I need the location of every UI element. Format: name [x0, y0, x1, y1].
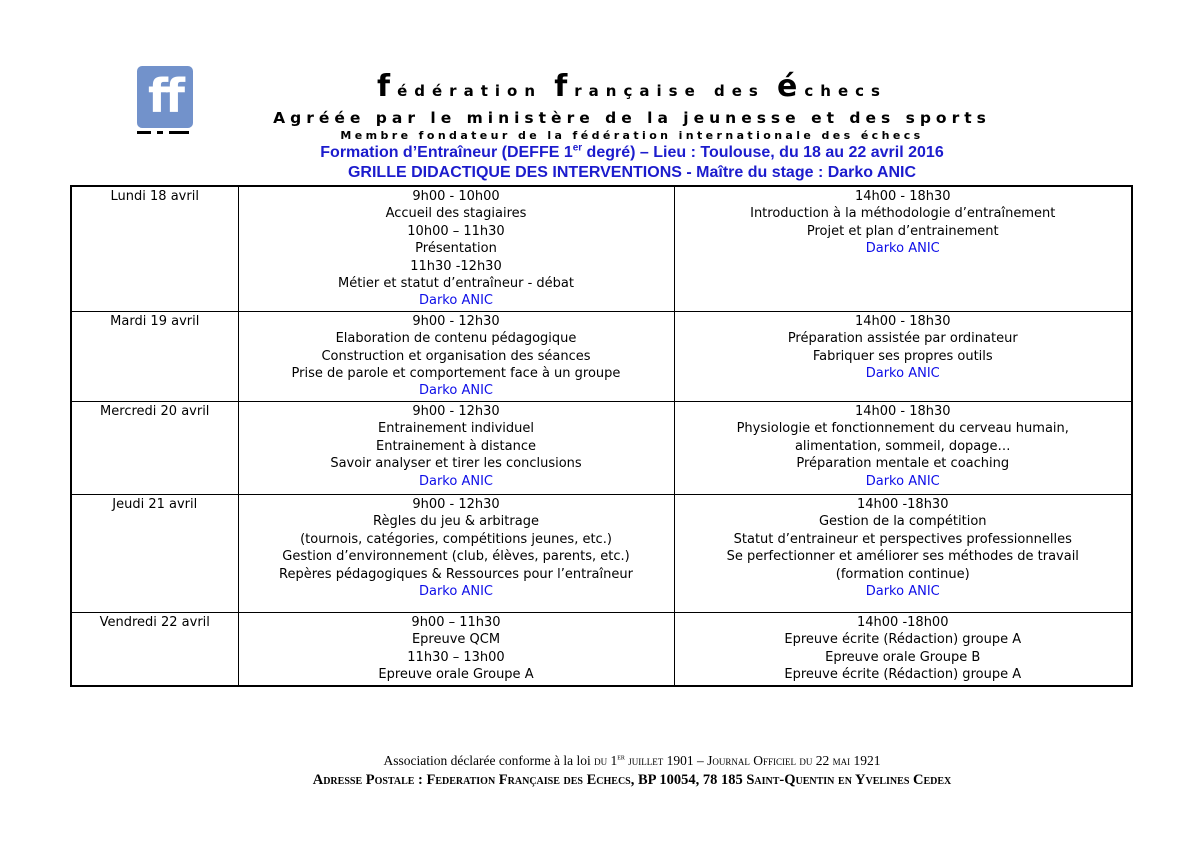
session-line: Entrainement individuel — [378, 421, 534, 437]
afternoon-session-cell — [674, 612, 1132, 686]
session-line: 9h00 - 10h00 — [412, 189, 500, 204]
text-segment: é — [777, 69, 805, 104]
instructor-name: Darko ANIC — [865, 583, 940, 599]
session-line: 9h00 - 12h30 — [412, 403, 500, 419]
morning-session-cell — [238, 401, 674, 494]
session-line: 11h30 -12h30 — [410, 258, 502, 274]
document-header — [64, 70, 1200, 182]
session-line: Projet et plan d’entrainement — [806, 223, 999, 239]
session-line: Repères pédagogiques & Ressources pour l’entraîneur — [279, 566, 633, 582]
text-segment: du 1 — [594, 753, 618, 768]
grid-title: GRILLE DIDACTIQUE DES INTERVENTIONS - Maître du stage : Darko ANIC — [347, 164, 917, 181]
session-line: 14h00 -18h00 — [857, 614, 949, 630]
session-line: Gestion d’environnement (club, élèves, parents, etc.) — [282, 549, 630, 565]
day-cell: Vendredi 22 avril — [71, 612, 238, 686]
session-line: Construction et organisation des séances — [321, 348, 591, 364]
formation-title — [64, 144, 1200, 162]
session-line: 14h00 - 18h30 — [854, 313, 951, 329]
text-segment: er — [617, 752, 625, 762]
session-line: Epreuve écrite (Rédaction) groupe A — [784, 632, 1022, 648]
schedule-table — [70, 185, 1133, 687]
afternoon-session-cell — [674, 186, 1132, 311]
ffe-logo-letters: ff — [147, 69, 183, 123]
afternoon-session-cell — [674, 494, 1132, 612]
session-line: 9h00 – 11h30 — [411, 614, 501, 630]
session-line: Elaboration de contenu pédagogique — [335, 331, 577, 347]
document-footer — [64, 751, 1200, 790]
morning-session-cell — [238, 494, 674, 612]
afternoon-session-cell — [674, 311, 1132, 401]
session-line: 11h30 – 13h00 — [407, 649, 505, 665]
morning-session-cell — [238, 612, 674, 686]
day-cell: Mercredi 20 avril — [71, 401, 238, 494]
session-line: 9h00 - 12h30 — [412, 496, 500, 512]
table-row — [71, 186, 1132, 311]
instructor-name: Darko ANIC — [418, 293, 493, 309]
session-line: Accueil des stagiaires — [385, 206, 527, 222]
session-line: Savoir analyser et tirer les conclusions — [330, 456, 582, 472]
text-segment: checs — [804, 82, 887, 100]
text-segment: er — [572, 142, 583, 154]
text-segment: juillet 1901 – Journal Officiel du 22 mai 1921 — [624, 753, 881, 768]
session-line: Règles du jeu & arbitrage — [373, 514, 539, 530]
day-cell: Mardi 19 avril — [71, 311, 238, 401]
session-line: Epreuve orale Groupe A — [378, 667, 534, 683]
day-cell: Jeudi 21 avril — [71, 494, 238, 612]
table-row — [71, 311, 1132, 401]
session-line: alimentation, sommeil, dopage… — [794, 438, 1011, 454]
session-line: Préparation assistée par ordinateur — [787, 331, 1018, 347]
text-segment: degré) – Lieu : Toulouse, du 18 au 22 avril 2016 — [582, 144, 944, 161]
instructor-name: Darko ANIC — [865, 241, 940, 257]
text-segment: rançaise des — [574, 82, 778, 100]
session-line: Préparation mentale et coaching — [796, 456, 1010, 472]
table-row — [71, 612, 1132, 686]
schedule-body — [71, 186, 1132, 686]
instructor-name: Darko ANIC — [418, 583, 493, 599]
accreditation-line: Agréée par le ministère de la jeunesse et des sports — [273, 109, 991, 127]
session-line: Introduction à la méthodologie d’entraînement — [750, 206, 1056, 222]
session-line: Prise de parole et comportement face à un groupe — [291, 366, 621, 382]
session-line: (formation continue) — [835, 566, 970, 582]
session-line: 14h00 - 18h30 — [854, 403, 951, 419]
footer-address-line: Adresse Postale : Federation Française des Echecs, BP 10054, 78 185 Saint-Quentin en Yvelines Cedex — [312, 772, 952, 788]
session-line: 14h00 -18h30 — [857, 496, 949, 512]
org-title — [64, 70, 1200, 108]
text-segment: f — [554, 69, 575, 104]
table-row — [71, 401, 1132, 494]
instructor-name: Darko ANIC — [865, 366, 940, 382]
instructor-name: Darko ANIC — [865, 473, 940, 489]
morning-session-cell — [238, 186, 674, 311]
session-line: Se perfectionner et améliorer ses méthodes de travail — [726, 549, 1079, 565]
text-segment: f — [377, 69, 398, 104]
session-line: (tournois, catégories, compétitions jeunes, etc.) — [300, 531, 612, 547]
session-line: 14h00 - 18h30 — [854, 189, 951, 204]
session-line: Gestion de la compétition — [818, 514, 987, 530]
session-line: Epreuve orale Groupe B — [825, 649, 981, 665]
session-line: Statut d’entraineur et perspectives professionnelles — [733, 531, 1072, 547]
text-segment: édération — [397, 82, 555, 100]
founder-line: Membre fondateur de la fédération internationale des échecs — [340, 129, 924, 142]
session-line: Présentation — [415, 241, 497, 257]
day-cell: Lundi 18 avril — [71, 186, 238, 311]
session-line: Métier et statut d’entraîneur - débat — [337, 276, 574, 292]
session-line: Physiologie et fonctionnement du cerveau humain, — [736, 421, 1069, 437]
table-row — [71, 494, 1132, 612]
text-segment: Association déclarée conforme à la loi — [383, 753, 595, 768]
session-line: Epreuve écrite (Rédaction) groupe A — [784, 667, 1022, 683]
instructor-name: Darko ANIC — [418, 473, 493, 489]
session-line: 9h00 - 12h30 — [412, 313, 500, 329]
instructor-name: Darko ANIC — [418, 383, 493, 399]
session-line: 10h00 – 11h30 — [407, 223, 505, 239]
text-segment: Formation d’Entraîneur (DEFFE 1 — [320, 144, 573, 161]
session-line: Fabriquer ses propres outils — [812, 348, 993, 364]
session-line: Epreuve QCM — [411, 632, 501, 648]
footer-association-line — [64, 751, 1200, 770]
session-line: Entrainement à distance — [375, 438, 537, 454]
morning-session-cell — [238, 311, 674, 401]
afternoon-session-cell — [674, 401, 1132, 494]
